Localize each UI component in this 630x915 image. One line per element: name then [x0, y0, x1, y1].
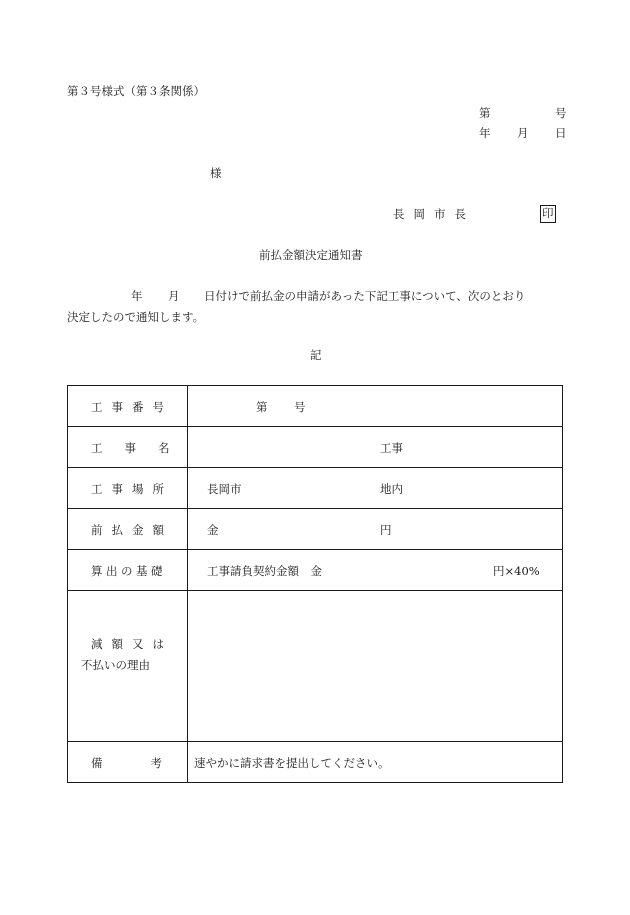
table-row: [68, 591, 563, 742]
label-reduction-reason-line2: 不払いの理由: [81, 658, 150, 672]
date-year-label: 年: [479, 126, 491, 140]
calculation-basis-prefix: 工事請負契約金額 金: [207, 564, 322, 578]
table-row: [68, 742, 563, 783]
label-calculation-basis: 算出の基礎: [91, 564, 166, 578]
calculation-basis-suffix: 円×40%: [493, 564, 540, 578]
date-day-label: 日: [555, 126, 567, 140]
document-number-suffix: 号: [555, 106, 567, 120]
issuer-name: 長岡市長: [393, 207, 475, 221]
location-suffix: 地内: [380, 482, 403, 496]
advance-amount-kin: 金: [207, 523, 219, 537]
document-title: 前払金額決定通知書: [259, 248, 363, 262]
body-year-label: 年: [131, 289, 143, 303]
body-text-line2: 決定したので通知します。: [67, 310, 205, 324]
label-advance-amount: 前払金額: [91, 523, 173, 537]
document-number-prefix: 第: [479, 106, 491, 120]
form-number-label: 第３号様式（第３条関係）: [67, 84, 205, 98]
remarks-value: 速やかに請求書を提出してください。: [194, 756, 390, 770]
label-construction-location: 工事場所: [91, 482, 173, 496]
location-city: 長岡市: [207, 482, 242, 496]
construction-name-suffix: 工事: [380, 441, 403, 455]
label-construction-name: 工事名: [91, 441, 192, 455]
label-reduction-reason-line1: 減額又は: [91, 637, 173, 651]
body-month-label: 月: [168, 289, 180, 303]
date-month-label: 月: [517, 126, 529, 140]
label-remarks: 備考: [91, 756, 210, 770]
label-construction-number: 工事番号: [91, 400, 173, 414]
construction-number-suffix: 号: [294, 400, 306, 414]
reduction-reason-value: [188, 591, 563, 742]
table-row: [68, 550, 563, 591]
advance-amount-yen: 円: [380, 523, 392, 537]
table-row: [68, 468, 563, 509]
table-row: [68, 509, 563, 550]
seal-mark: 印: [540, 205, 556, 223]
table-row: [68, 427, 563, 468]
construction-number-prefix: 第: [256, 400, 268, 414]
addressee-honorific: 様: [210, 166, 222, 180]
table-row: [68, 386, 563, 427]
body-text-line1: 日付けで前払金の申請があった下記工事について、次のとおり: [204, 289, 526, 303]
ki-heading: 記: [310, 348, 322, 362]
details-table: [67, 385, 563, 783]
